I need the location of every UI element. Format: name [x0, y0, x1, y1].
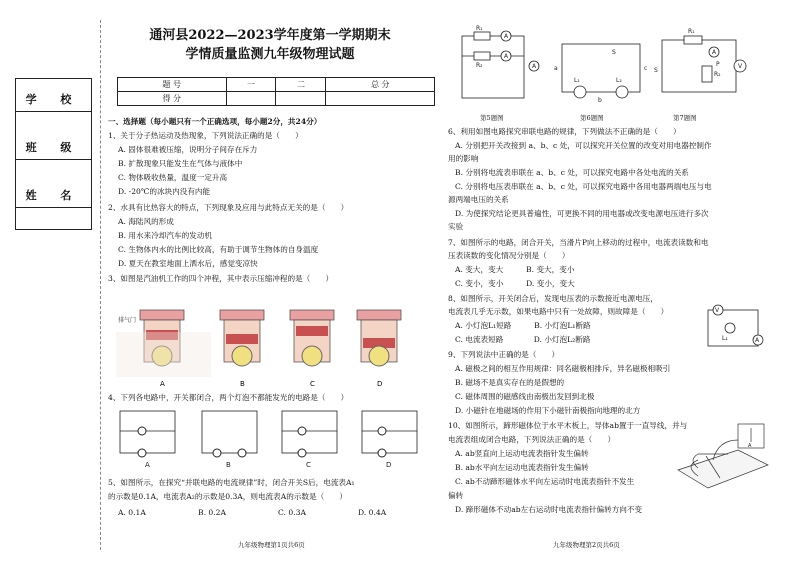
engine-letter: A	[160, 380, 165, 388]
svg-text:R₁: R₁	[688, 28, 695, 35]
svg-text:c: c	[644, 65, 648, 72]
svg-text:A: A	[748, 443, 752, 449]
score-header-cell: 总 分	[326, 78, 435, 92]
question-option: 偏转	[448, 491, 464, 500]
question-line: 1、关于分子热运动及热现象，下列说法正确的是（ ）	[108, 131, 303, 140]
question-option: 用的影响	[448, 154, 479, 163]
svg-text:b: b	[598, 97, 602, 104]
q8-circuit-figure	[700, 300, 770, 355]
question-line: 9、下列说法中正确的是（ ）	[448, 350, 560, 359]
fig5-circuit	[462, 36, 524, 98]
question-option: 实验	[448, 222, 464, 231]
question-option: C. 生物体内水的比例比较高，有助于调节生物体的自身温度	[118, 245, 319, 254]
question-option: C. 物体吸收热量，温度一定升高	[118, 173, 228, 182]
question-line: 10、如图所示，蹄形磁体位于水平木板上，导体ab置于一直导线，并与	[448, 421, 688, 430]
question-line: 6、利用如图电路探究串联电路的规律，下列做法不正确的是（ ）	[448, 127, 681, 136]
exam-title-line2: 学情质量监测九年级物理试题	[185, 47, 355, 62]
engine-letter: B	[240, 380, 245, 388]
question-line: 8、如图所示，开关闭合后，发现电压表的示数接近电源电压，	[448, 294, 658, 303]
school-line	[16, 111, 91, 112]
question-option: B. 扩散现象只能发生在气体与液体中	[118, 159, 243, 168]
exam-title-line1: 通河县2022—2023学年度第一学期期末	[149, 28, 391, 43]
question-option: B. 0.2A	[198, 508, 226, 517]
fig7-circuit	[662, 40, 736, 92]
svg-text:V: V	[715, 307, 720, 314]
name-label: 姓 名	[25, 189, 82, 202]
question-option: A. 固体很难被压缩，说明分子间存在斥力	[118, 145, 258, 154]
engine-c	[290, 310, 334, 366]
svg-text:a: a	[554, 65, 558, 72]
question-option: B. ab水平向左运动电流表指针发生偏转	[455, 463, 589, 472]
question-option: C. 变小，变小 D. 变小，变大	[455, 279, 575, 288]
svg-text:S: S	[654, 67, 658, 74]
question-line: 的示数是0.1A，电流表A₂的示数是0.3A，则电流表A的示数是（ ）	[108, 492, 347, 501]
footer-page-right: 九年级物理第2页共6页	[553, 541, 620, 549]
svg-text:L₁: L₁	[574, 77, 580, 84]
question-option: B. 用水来冷却汽车的发动机	[118, 231, 212, 240]
question-option: C. 0.3A	[278, 508, 306, 517]
question-line: 3、如图是汽油机工作的四个冲程，其中表示压缩冲程的是（ ）	[108, 274, 334, 283]
question-line: 电流表组成闭合电路，下列说法正确的是（ ）	[448, 435, 616, 444]
circuit-letter: C	[306, 461, 311, 469]
question-option: D. 0.4A	[358, 508, 387, 517]
student-info-box	[15, 78, 92, 230]
exhaust-valve-label: 排气门	[118, 317, 137, 324]
question-option: D. 蹄形磁体不动ab左右运动时电流表指针偏转方向不变	[455, 505, 643, 514]
svg-text:R₂: R₂	[476, 62, 483, 69]
svg-text:A: A	[755, 337, 760, 344]
question-line: 4、下列各电路中，开关都闭合，两个灯泡不都能发光的电路是（ ）	[108, 393, 349, 402]
figure-caption: 第7题图	[673, 114, 697, 122]
circuit-c	[282, 411, 337, 453]
question-option: B. 分别将电流表串联在 a、b、c 处，可以探究电路中各处电流的关系	[455, 168, 689, 177]
q5-q6-q7-figures	[452, 22, 752, 112]
question-option: D. 为使探究结论更具普遍性，可更换不同的用电器或改变电源电压进行多次	[455, 209, 709, 218]
question-option: A. 变大，变大 B. 变大，变小	[455, 265, 575, 274]
question-option: C. 分别将电压表串联在 a、b、c 处，可以探究电路中各用电器两端电压与电	[455, 182, 712, 191]
question-option: A. 0.1A	[118, 508, 146, 517]
question-option: C. ab不动蹄形磁体水平向左运动时电流表指针不发生	[455, 477, 635, 486]
engine-d	[357, 310, 401, 366]
question-option: 源两端电压的关系	[448, 195, 509, 204]
question-option: A. 分别把开关改接到 a、b、c 处，可以探究开关位置的改变对用电器控制作	[455, 141, 712, 150]
class-label: 班 级	[25, 141, 82, 154]
school-label: 学 校	[25, 93, 82, 106]
question-line: 5、如图所示，在探究“并联电路的电流规律”时，闭合开关S后，电流表A₁	[108, 478, 355, 487]
engine-letter: D	[377, 380, 383, 388]
svg-text:R₁: R₁	[476, 25, 483, 32]
score-cell[interactable]	[226, 92, 276, 106]
engine-letter: C	[310, 380, 315, 388]
question-line: 2、水具有比热容大的特点，下列现象及应用与此特点无关的是（ ）	[108, 203, 349, 212]
question-line: 电流表几乎无示数，如果电路中只有一处故障，则故障是（ ）	[448, 307, 669, 316]
question-option: C. 磁体周围的磁感线由南极出发回到北极	[455, 392, 595, 401]
binding-divider	[100, 20, 101, 550]
score-table	[117, 77, 435, 106]
circuit-a	[120, 411, 175, 453]
svg-text:A: A	[532, 63, 537, 70]
question-option: A. ab竖直向上运动电流表指针发生偏转	[455, 449, 589, 458]
svg-text:L₂: L₂	[616, 77, 622, 84]
score-cell[interactable]	[276, 92, 326, 106]
engine-b	[220, 310, 264, 366]
circuit-letter: D	[386, 461, 392, 469]
question-option: D. 夏天在教室地面上洒水后，感觉变凉快	[118, 259, 258, 268]
fig6-circuit	[562, 44, 640, 92]
footer-page-left: 九年级物理第1页共6页	[238, 541, 305, 549]
score-header-cell: 二	[276, 78, 326, 92]
question-option: A. 海陆风的形成	[118, 217, 174, 226]
question-option: A. 小灯泡L₁短路 B. 小灯泡L₁断路	[455, 321, 591, 330]
score-header-cell: 一	[226, 78, 276, 92]
svg-text:A: A	[504, 33, 509, 40]
figure-caption: 第6题图	[580, 114, 604, 122]
question-option: A. 磁极之间的相互作用规律：同名磁极相排斥，异名磁极相吸引	[455, 364, 671, 373]
circuit-letter: A	[145, 461, 150, 469]
question-line: 压表读数的变化情况分别是（ ）	[448, 251, 570, 260]
circuit-d	[362, 411, 417, 453]
question-option: B. 磁场不是真实存在的是假想的	[455, 378, 565, 387]
svg-text:S: S	[612, 49, 616, 56]
score-cell[interactable]	[326, 92, 435, 106]
circuit-b	[202, 411, 257, 453]
question-option: D. -20℃的冰块内没有内能	[118, 187, 211, 196]
question-line: 7、如图所示的电路，闭合开关，当滑片P向上移动的过程中，电流表读数和电	[448, 238, 709, 247]
svg-text:P: P	[716, 61, 720, 68]
svg-text:A: A	[504, 53, 509, 60]
score-row-label: 得 分	[118, 92, 227, 106]
svg-text:V: V	[738, 63, 743, 70]
circuit-letter: B	[226, 461, 231, 469]
question-option: C. 电流表短路 D. 小灯泡L₂断路	[455, 335, 591, 344]
engine-strokes-figure	[112, 290, 432, 390]
figure-caption: 第5题图	[480, 114, 504, 122]
section-one-heading: 一、选择题（每小题只有一个正确选项，每小题2分，共24分）	[108, 117, 322, 126]
q10-magnet-figure	[668, 420, 778, 495]
svg-text:A: A	[712, 49, 717, 56]
q4-circuits-figure	[112, 405, 432, 470]
score-header-cell: 题 号	[118, 78, 227, 92]
class-line	[16, 159, 91, 160]
name-line	[16, 207, 91, 208]
question-option: D. 小磁针在地磁场的作用下小磁针南极指向地理的北方	[455, 406, 641, 415]
svg-text:R₂: R₂	[714, 71, 721, 78]
svg-text:L₁: L₁	[722, 335, 728, 342]
